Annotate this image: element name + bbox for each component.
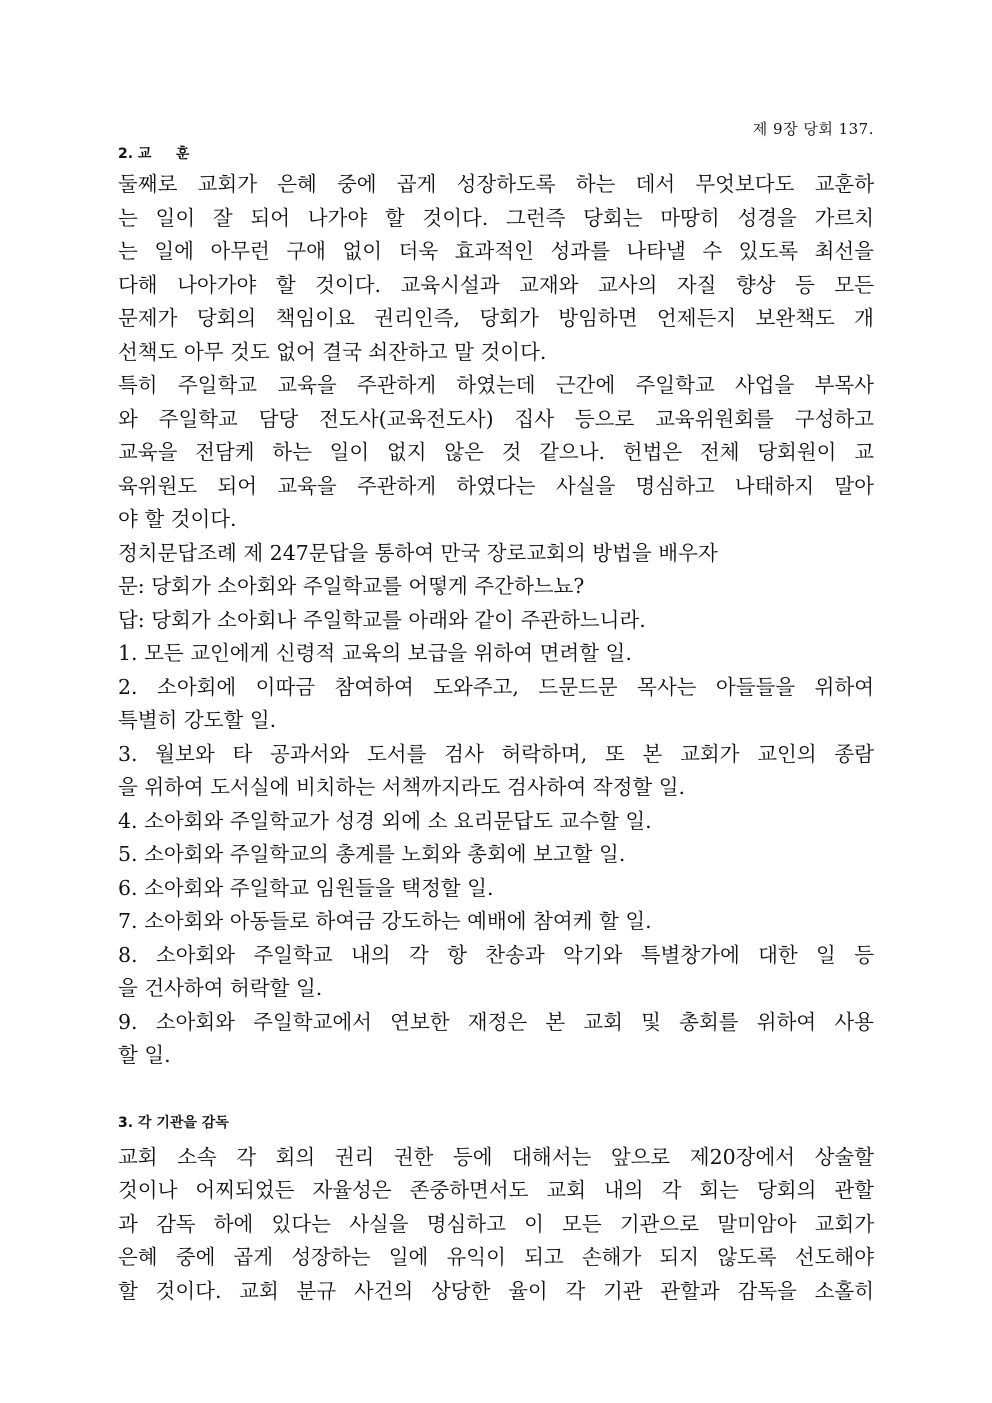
answer-list: [118, 637, 874, 1073]
text-line: 와 주일학교 담당 전도사(교육전도사) 집사 등으로 교육위원회를 구성하고: [118, 406, 874, 431]
list-item: 2. 소아회에 이따금 참여하여 도와주고, 드문드문 목사는 아들들을 위하여: [118, 674, 874, 699]
list-item: 4. 소아회와 주일학교가 성경 외에 소 요리문답도 교수할 일.: [118, 808, 652, 833]
qa-question: 문: 당회가 소아회와 주일학교를 어떻게 주간하느뇨?: [118, 574, 585, 598]
section-gap: [118, 1073, 874, 1109]
section-heading-teaching: 2. 교 훈: [118, 146, 190, 162]
text-line: 둘째로 교회가 은혜 중에 곱게 성장하도록 하는 데서 무엇보다도 교훈하: [118, 172, 874, 196]
list-item: 9. 소아회와 주일학교에서 연보한 재정은 본 교회 및 총회를 위하여 사용: [118, 1009, 874, 1034]
text-line: 특히 주일학교 교육을 주관하게 하였는데 근간에 주일학교 사업을 부목사: [118, 373, 874, 397]
paragraph-teaching-1: [118, 168, 874, 369]
text-line: 는 일에 아무런 구애 없이 더욱 효과적인 성과를 나타낼 수 있도록 최선을: [118, 239, 874, 263]
paragraph-teaching-2: [118, 369, 874, 537]
text-line: 는 일이 잘 되어 나가야 할 것이다. 그런즉 당회는 마땅히 성경을 가르치: [118, 205, 874, 230]
text-line: 교육을 전담케 하는 일이 없지 않은 것 같으나. 헌법은 전체 당회원이 교: [118, 440, 874, 464]
list-item-continued: 을 위하여 도서실에 비치하는 서책까지라도 검사하여 작정할 일.: [118, 775, 686, 799]
text-line: 선책도 아무 것도 없어 결국 쇠잔하고 말 것이다.: [118, 339, 547, 364]
list-item: 7. 소아회와 아동들로 하여금 강도하는 예배에 참여케 할 일.: [118, 909, 652, 933]
list-item-continued: 을 건사하여 허락할 일.: [118, 976, 323, 1000]
document-body: [118, 140, 874, 1308]
paragraph-supervision: [118, 1141, 874, 1309]
text-line: 과 감독 하에 있다는 사실을 명심하고 이 모든 기관으로 말미암아 교회가: [118, 1211, 874, 1236]
text-line: 문제가 당회의 책임이요 권리인즉, 당회가 방임하면 언제든지 보완책도 개: [118, 306, 874, 330]
page-header: 제 9장 당회 137.: [752, 120, 874, 138]
text-line: 교회 소속 각 회의 권리 권한 등에 대해서는 앞으로 제20장에서 상술할: [118, 1144, 874, 1169]
text-line: 다해 나아가야 할 것이다. 교육시설과 교재와 교사의 자질 향상 등 모든: [118, 272, 874, 297]
text-line: 할 것이다. 교회 분규 사건의 상당한 율이 각 기관 관할과 감독을 소홀히: [118, 1278, 874, 1303]
list-item: 6. 소아회와 주일학교 임원들을 택정할 일.: [118, 875, 494, 900]
list-item: 3. 월보와 타 공과서와 도서를 검사 허락하며, 또 본 교회가 교인의 종람: [118, 741, 874, 766]
list-item: 1. 모든 교인에게 신령적 교육의 보급을 위하여 면려할 일.: [118, 641, 632, 665]
list-item-continued: 특별히 강도할 일.: [118, 708, 277, 732]
text-line: 것이나 어찌되었든 자율성은 존중하면서도 교회 내의 각 회는 당회의 관할: [118, 1178, 874, 1202]
list-item: 8. 소아회와 주일학교 내의 각 항 찬송과 악기와 특별창가에 대한 일 등: [118, 942, 874, 967]
list-item-continued: 할 일.: [118, 1043, 171, 1067]
list-item: 5. 소아회와 주일학교의 총계를 노회와 총회에 보고할 일.: [118, 842, 626, 866]
qa-intro: 정치문답조례 제 247문답을 통하여 만국 장로교회의 방법을 배우자: [118, 540, 718, 565]
text-line: 야 할 것이다.: [118, 507, 237, 531]
section-heading-supervision: 3. 각 기관을 감독: [118, 1114, 229, 1131]
text-line: 은혜 중에 곱게 성장하는 일에 유익이 되고 손해가 되지 않도록 선도해야: [118, 1245, 874, 1269]
qa-answer: 답: 당회가 소아회나 주일학교를 아래와 같이 주관하느니라.: [118, 607, 646, 632]
text-line: 육위원도 되어 교육을 주관하게 하였다는 사실을 명심하고 나태하지 말아: [118, 473, 874, 498]
